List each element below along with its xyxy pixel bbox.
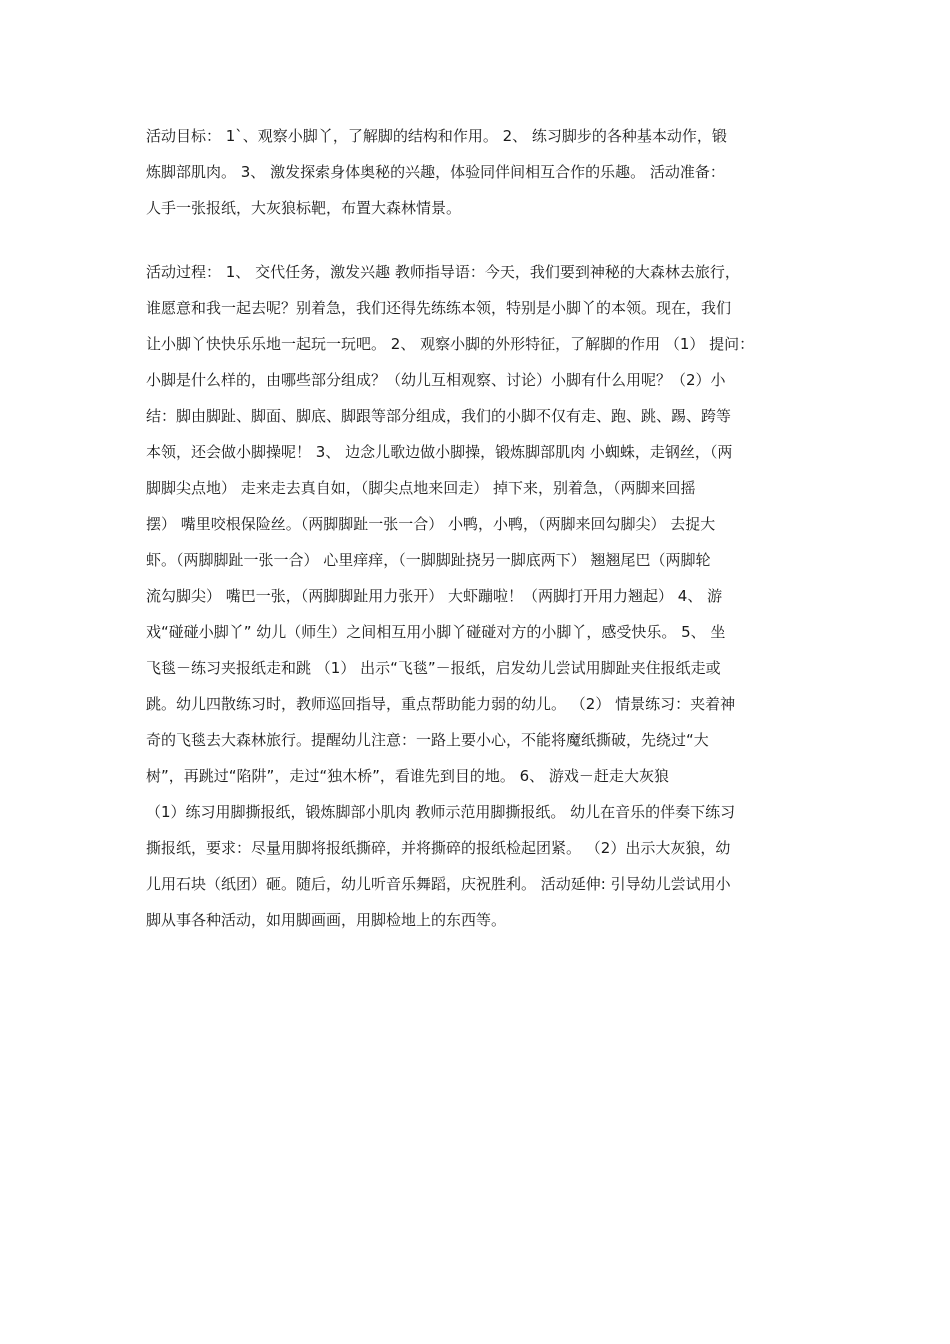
text-line: 小脚是什么样的，由哪些部分组成？（幼儿互相观察、讨论）小脚有什么用呢？（2）小 (146, 371, 726, 389)
text-line: 让小脚丫快快乐乐地一起玩一玩吧。 2、 观察小脚的外形特征，了解脚的作用 （1） 提问： (146, 335, 755, 353)
text-line: 飞毯－练习夹报纸走和跳 （1） 出示“飞毯”－报纸，启发幼儿尝试用脚趾夹住报纸走或 (146, 659, 721, 677)
text-line: 炼脚部肌肉。 3、 激发探索身体奥秘的兴趣，体验同伴间相互合作的乐趣。 活动准备： (146, 163, 725, 181)
text-line: 儿用石块（纸团）砸。随后，幼儿听音乐舞蹈，庆祝胜利。 活动延伸: 引导幼儿尝试用小 (146, 875, 731, 893)
text-line: 脚从事各种活动，如用脚画画，用脚检地上的东西等。 (146, 911, 507, 929)
text-line: 结：脚由脚趾、脚面、脚底、脚跟等部分组成，我们的小脚不仅有走、跑、跳、踢、跨等 (146, 407, 732, 425)
text-line: 流勾脚尖） 嘴巴一张，（两脚脚趾用力张开） 大虾蹦啦！（两脚打开用力翘起） 4、 游 (146, 587, 723, 605)
text-line: 本领，还会做小脚操呢！ 3、 边念儿歌边做小脚操，锻炼脚部肌肉 小蜘蛛，走钢丝，（两 (146, 443, 733, 461)
text-line: 奇的飞毯去大森林旅行。提醒幼儿注意：一路上要小心，不能将魔纸撕破，先绕过“大 (146, 731, 709, 749)
text-line: 虾。（两脚脚趾一张一合） 心里痒痒，（一脚脚趾挠另一脚底两下） 翘翘尾巴（两脚轮 (146, 551, 711, 569)
text-line: 脚脚尖点地） 走来走去真自如，（脚尖点地来回走） 掉下来，别着急，（两脚来回摇 (146, 479, 696, 497)
text-line: 活动过程： 1、 交代任务，激发兴趣 教师指导语：今天，我们要到神秘的大森林去旅行， (146, 263, 740, 281)
text-line: 戏“碰碰小脚丫” 幼儿（师生）之间相互用小脚丫碰碰对方的小脚丫，感受快乐。 5、 坐 (146, 623, 726, 641)
text-line: 人手一张报纸，大灰狼标靶，布置大森林情景。 (146, 199, 462, 217)
text-line: 活动目标： 1`、观察小脚丫，了解脚的结构和作用。 2、 练习脚步的各种基本动作，锻 (146, 127, 727, 145)
paragraph-goals-preparation (146, 118, 826, 226)
text-line: 谁愿意和我一起去呢？别着急，我们还得先练练本领，特别是小脚丫的本领。现在，我们 (146, 299, 732, 317)
text-line: 摆） 嘴里咬根保险丝。（两脚脚趾一张一合） 小鸭，小鸭，（两脚来回勾脚尖） 去捉大 (146, 515, 716, 533)
text-line: 跳。幼儿四散练习时，教师巡回指导，重点帮助能力弱的幼儿。 （2） 情景练习：夹着神 (146, 695, 736, 713)
text-line: 树”，再跳过“陷阱”，走过“独木桥”，看谁先到目的地。 6、 游戏－赶走大灰狼 (146, 767, 669, 785)
text-line: 撕报纸，要求：尽量用脚将报纸撕碎，并将撕碎的报纸检起团紧。 （2）出示大灰狼，幼 (146, 839, 731, 857)
paragraph-activity-process (146, 254, 826, 938)
text-line: （1）练习用脚撕报纸，锻炼脚部小肌肉 教师示范用脚撕报纸。 幼儿在音乐的伴奏下练习 (146, 803, 736, 821)
